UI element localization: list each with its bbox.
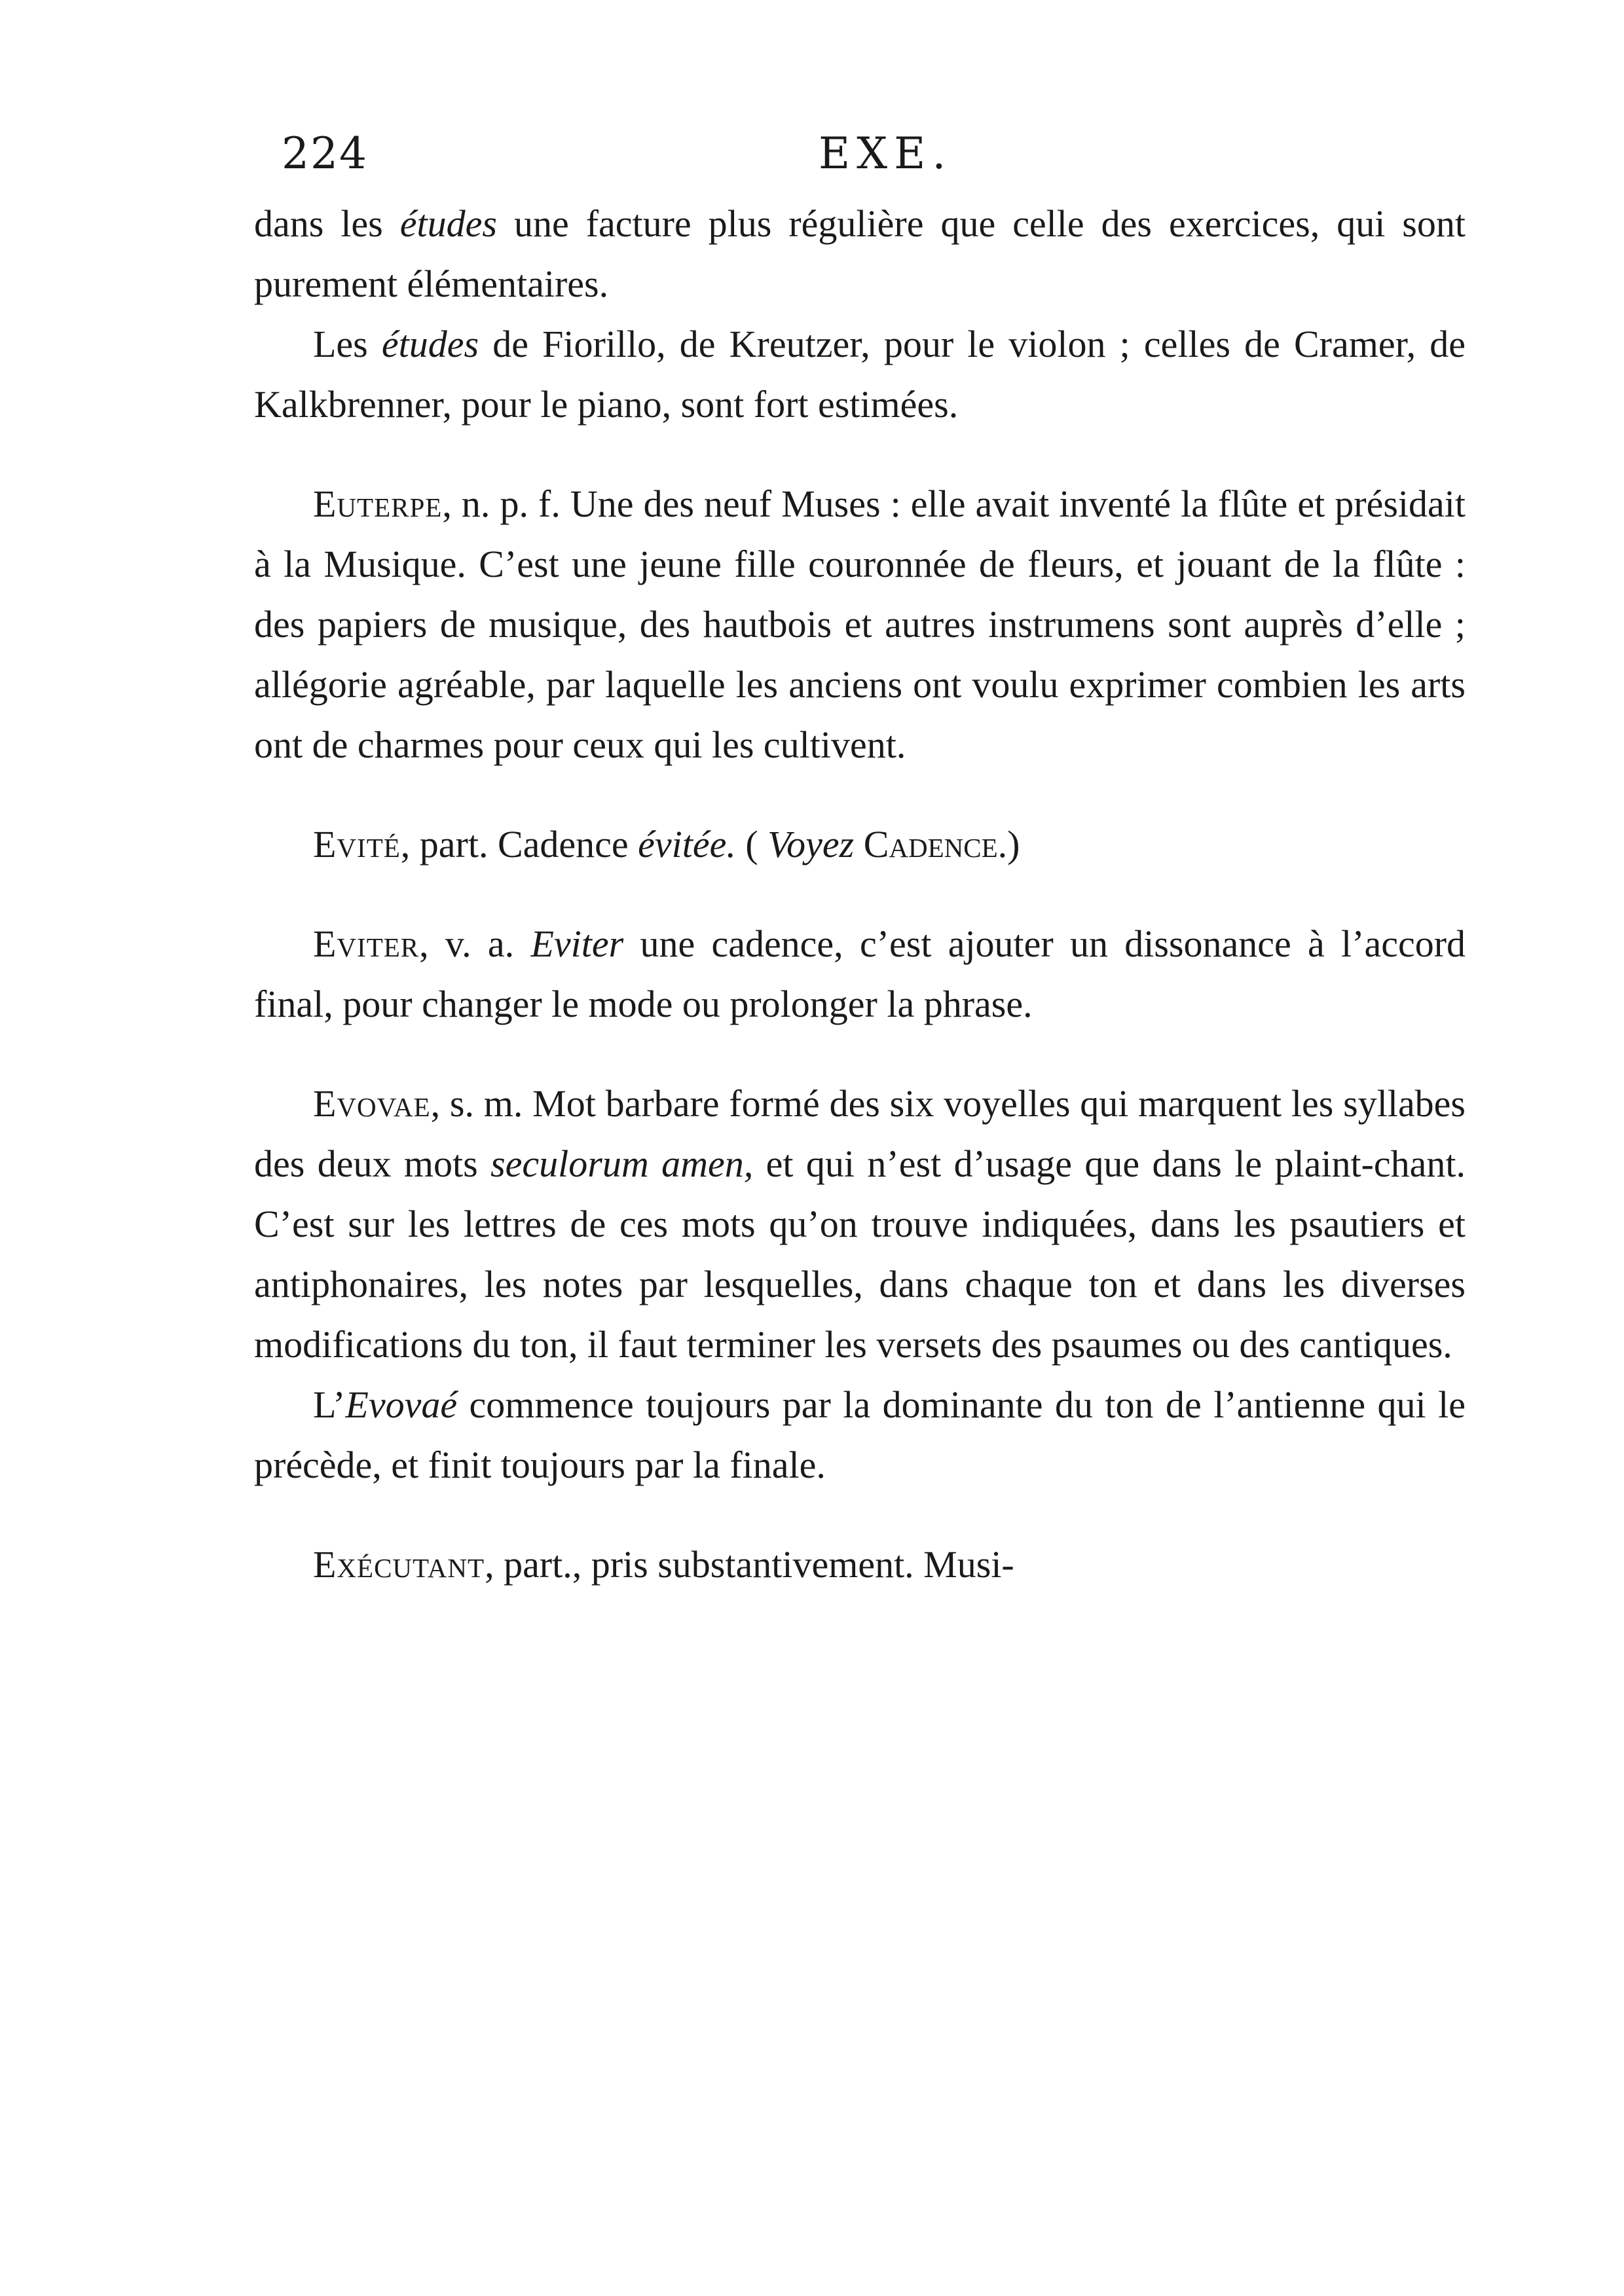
grammar-label: , s. m. [430,1082,523,1125]
text-run: une facture plus régulière que celle des exercices, qui sont purement élémentaires. [254,202,1466,305]
italic-term: Evovaé [345,1383,458,1426]
grammar-label: , v. a. [419,922,515,965]
page-header [282,118,1460,196]
italic-term: études [399,202,497,245]
grammar-label: , part. [400,823,489,866]
running-head: EXE. [819,128,953,179]
continuation-paragraph [254,194,1466,314]
page-number: 224 [282,128,368,179]
text-block [254,194,1466,1595]
entry-executant [254,1535,1466,1595]
cross-reference-label: Voyez [767,823,855,866]
evovae-continuation-paragraph [254,1375,1466,1495]
text-run: commence toujours par la dominante du ton de l’antienne qui le précède, et finit toujours par la finale. [254,1383,1466,1486]
text-run: Les [313,323,382,365]
definition-text: pris substantivement. Musi- [581,1543,1014,1586]
definition-text: et qui n’est d’usage que dans le plaint-chant. C’est sur les lettres de ces mots qu’on trouve indiquées, dans les psautiers et antiphonaires, les notes par lesquelles, dans chaque ton et dans les diverses modifications du ton, il faut terminer les versets des psaumes ou des cantiques. [254,1142,1466,1366]
headword: Evovae [313,1082,431,1125]
definition-text: Mot barbare formé des six voyelles qui marquent les syllabes des deux mots [254,1082,1466,1185]
definition-text: ) [1007,823,1020,866]
text-run: de Fiorillo, de Kreutzer, pour le violon ; celles de Cramer, de Kalkbrenner, pour le piano, sont fort estimées. [254,323,1466,426]
headword: Euterpe [313,483,443,525]
definition-text: une cadence, c’est ajouter un dissonance à l’accord final, pour changer le mode ou prolonger la phrase. [254,922,1466,1025]
text-run: L’ [313,1383,346,1426]
italic-term: seculorum amen, [490,1142,754,1185]
grammar-label: , part., [485,1543,582,1586]
definition-text: Cadence [488,823,638,866]
italic-term: évitée. [638,823,736,866]
text-run: dans les [254,202,400,245]
definition-text: ( [735,823,768,866]
italic-term: Eviter [530,922,624,965]
entry-evite [254,814,1466,875]
headword: Evité [313,823,401,866]
definition-text: Une des neuf Muses : elle avait inventé la flûte et présidait à la Musique. C’est une jeune fille couronnée de fleurs, et jouant de la flûte : des papiers de musique, des hautbois et autres instrumens sont auprès d’elle ; allégorie agréable, par laquelle les anciens ont voulu exprimer combien les arts ont de charmes pour ceux qui les cultivent. [254,483,1466,766]
entry-evovae [254,1074,1466,1375]
grammar-label: , n. p. f. [442,483,561,525]
entry-euterpe [254,474,1466,775]
italic-term: études [381,323,479,365]
etudes-examples-paragraph [254,314,1466,435]
cross-reference-target: Cadence. [863,823,1008,866]
headword: Eviter [313,922,420,965]
headword: Exécutant [313,1543,485,1586]
entry-eviter [254,914,1466,1034]
